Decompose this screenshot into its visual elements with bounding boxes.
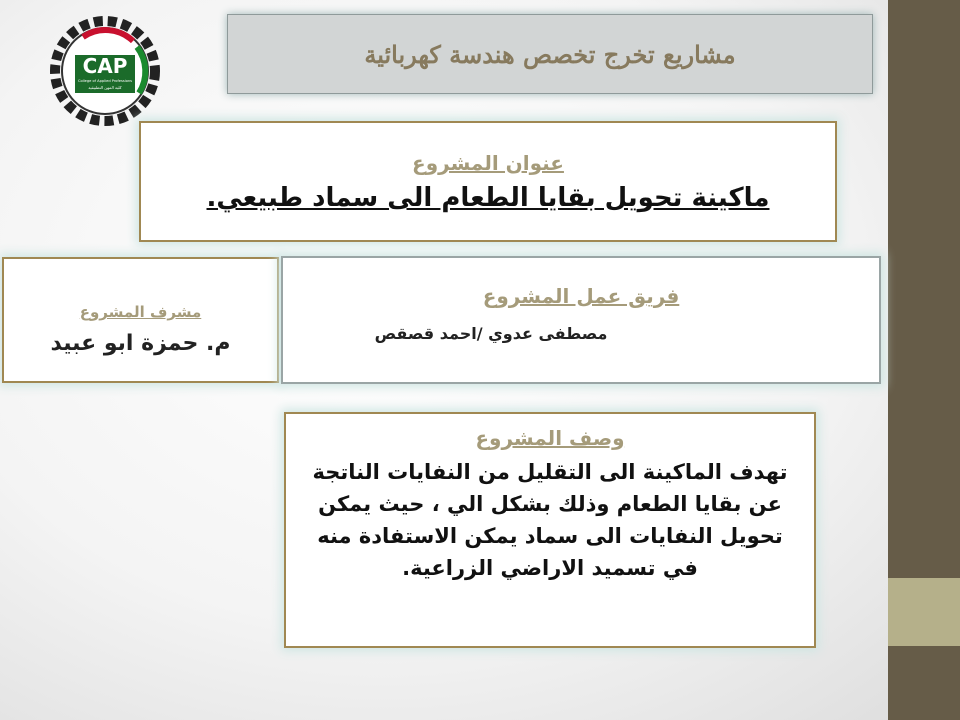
logo-subtitle-ar: كلية المهن التطبيقية <box>88 85 122 90</box>
logo-subtitle-en: College of Applied Professions <box>77 79 133 83</box>
page-title-box <box>227 14 873 94</box>
description-heading: وصف المشروع <box>475 426 625 450</box>
supervisor-box <box>2 257 279 383</box>
description-box <box>284 412 816 648</box>
description-text: تهدف الماكينة الى التقليل من النفايات الناتجة عن بقايا الطعام وذلك بشكل الي ، حيث يمكن تحويل النفايات الى سماد يمكن الاستفادة منه في تسميد الاراضي الزراعية. <box>312 460 788 580</box>
project-title-box <box>139 121 837 242</box>
team-box <box>281 256 881 384</box>
supervisor-name: م. حمزة ابو عبيد <box>50 331 231 356</box>
project-title-text: ماكينة تحويل بقايا الطعام الى سماد طبيعي. <box>206 183 770 213</box>
team-members: مصطفى عدوي /احمد قصقص <box>374 324 608 343</box>
page-title: مشاريع تخرج تخصص هندسة كهربائية <box>364 39 736 69</box>
decorative-accent-bar <box>888 578 960 646</box>
supervisor-heading: مشرف المشروع <box>79 303 202 321</box>
team-heading: فريق عمل المشروع <box>482 284 680 308</box>
college-logo <box>30 14 180 129</box>
logo-name: CAP <box>82 54 128 78</box>
project-title-heading: عنوان المشروع <box>412 151 564 175</box>
